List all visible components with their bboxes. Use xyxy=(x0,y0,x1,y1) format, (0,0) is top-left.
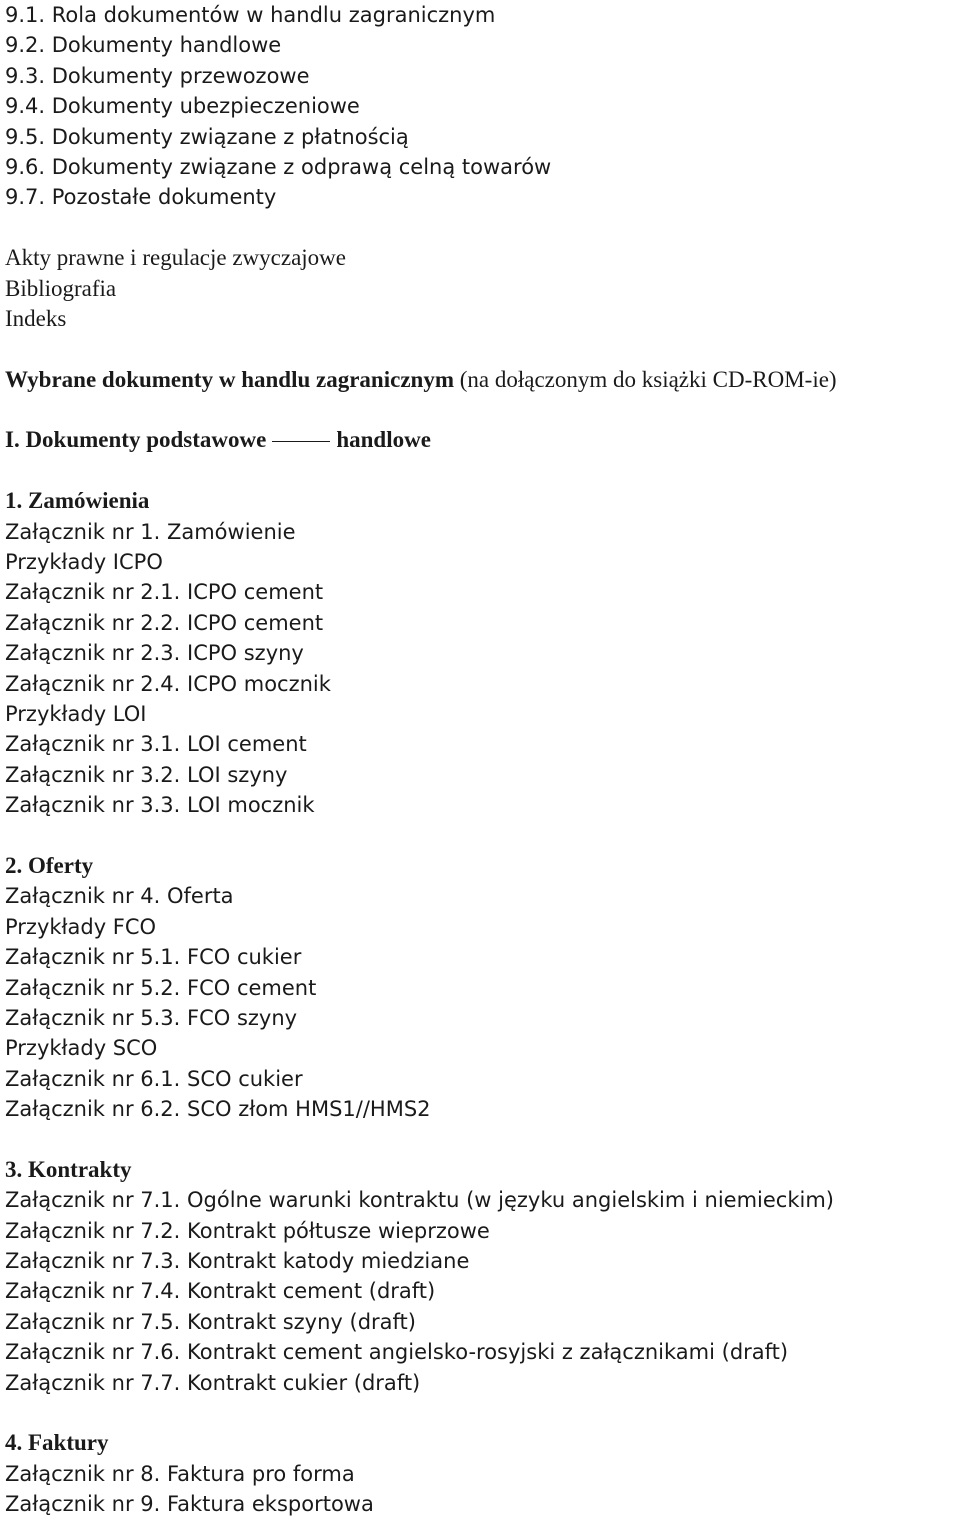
cdrom-title: Wybrane dokumenty w handlu zagranicznym xyxy=(5,366,454,392)
attachment-entry: Załącznik nr 3.3. LOI mocznik xyxy=(5,793,315,818)
part-heading xyxy=(5,425,955,455)
section-invoices xyxy=(5,1428,955,1519)
attachment-entry: Załącznik nr 7.6. Kontrakt cement angielsko-rosyjski z załącznikami (draft) xyxy=(5,1340,789,1365)
toc-entry: 9.1. Rola dokumentów w handlu zagranicznym xyxy=(5,3,496,27)
em-dash-rule xyxy=(272,441,330,442)
section-orders xyxy=(5,486,955,820)
attachment-entry: Załącznik nr 7.1. Ogólne warunki kontraktu (w języku angielskim i niemieckim) xyxy=(5,1188,834,1213)
attachment-entry: Załącznik nr 7.3. Kontrakt katody miedziane xyxy=(5,1249,470,1274)
part-heading-suffix: handlowe xyxy=(336,427,431,453)
back-matter xyxy=(5,243,955,334)
section-heading: 3. Kontrakty xyxy=(5,1156,132,1182)
document-page xyxy=(5,0,955,1520)
cdrom-heading xyxy=(5,365,955,395)
attachment-entry: Załącznik nr 5.3. FCO szyny xyxy=(5,1005,298,1030)
attachment-entry: Załącznik nr 2.4. ICPO mocznik xyxy=(5,671,331,696)
back-matter-entry: Bibliografia xyxy=(5,275,117,301)
attachment-entry: Załącznik nr 5.1. FCO cukier xyxy=(5,945,302,970)
section-offers xyxy=(5,851,955,1125)
attachment-entry: Załącznik nr 3.1. LOI cement xyxy=(5,732,307,757)
attachment-entry: Załącznik nr 9. Faktura eksportowa xyxy=(5,1492,374,1517)
back-matter-entry: Akty prawne i regulacje zwyczajowe xyxy=(5,245,347,271)
spacer xyxy=(5,1124,955,1154)
attachment-entry: Załącznik nr 7.5. Kontrakt szyny (draft) xyxy=(5,1309,416,1334)
spacer xyxy=(5,1398,955,1428)
attachment-entry: Załącznik nr 7.4. Kontrakt cement (draft) xyxy=(5,1279,436,1304)
attachment-entry: Załącznik nr 1. Zamówienie xyxy=(5,519,296,544)
attachment-entry: Przykłady FCO xyxy=(5,914,157,939)
attachment-entry: Załącznik nr 2.3. ICPO szyny xyxy=(5,641,304,666)
attachment-entry: Załącznik nr 7.2. Kontrakt półtusze wieprzowe xyxy=(5,1218,490,1243)
attachment-entry: Przykłady LOI xyxy=(5,701,147,726)
toc-entry: 9.5. Dokumenty związane z płatnością xyxy=(5,124,409,149)
attachment-entry: Załącznik nr 6.2. SCO złom HMS1//HMS2 xyxy=(5,1097,431,1122)
attachment-entry: Załącznik nr 2.2. ICPO cement xyxy=(5,610,324,635)
toc-entry: 9.2. Dokumenty handlowe xyxy=(5,33,282,58)
toc-continued xyxy=(5,0,955,213)
attachment-entry: Załącznik nr 5.2. FCO cement xyxy=(5,975,317,1000)
attachment-entry: Załącznik nr 6.1. SCO cukier xyxy=(5,1066,303,1091)
toc-entry: 9.3. Dokumenty przewozowe xyxy=(5,63,310,88)
spacer xyxy=(5,334,955,364)
attachment-entry: Załącznik nr 8. Faktura pro forma xyxy=(5,1461,355,1486)
spacer xyxy=(5,821,955,851)
attachment-entry: Przykłady ICPO xyxy=(5,550,163,575)
section-contracts xyxy=(5,1155,955,1398)
spacer xyxy=(5,395,955,425)
toc-entry: 9.6. Dokumenty związane z odprawą celną towarów xyxy=(5,154,552,179)
toc-entry: 9.4. Dokumenty ubezpieczeniowe xyxy=(5,94,360,119)
attachment-entry: Załącznik nr 4. Oferta xyxy=(5,884,234,909)
back-matter-entry: Indeks xyxy=(5,305,67,331)
part-heading-prefix: I. Dokumenty podstawowe xyxy=(5,427,267,453)
section-heading: 1. Zamówienia xyxy=(5,488,150,514)
attachment-entry: Załącznik nr 2.1. ICPO cement xyxy=(5,580,324,605)
attachment-entry: Załącznik nr 3.2. LOI szyny xyxy=(5,762,288,787)
section-heading: 2. Oferty xyxy=(5,852,94,878)
toc-entry: 9.7. Pozostałe dokumenty xyxy=(5,185,277,210)
spacer xyxy=(5,213,955,243)
cdrom-note: (na dołączonym do książki CD-ROM-ie) xyxy=(459,366,837,392)
spacer xyxy=(5,456,955,486)
attachment-entry: Załącznik nr 7.7. Kontrakt cukier (draft) xyxy=(5,1370,421,1395)
attachment-entry: Przykłady SCO xyxy=(5,1036,158,1061)
section-heading: 4. Faktury xyxy=(5,1430,109,1456)
